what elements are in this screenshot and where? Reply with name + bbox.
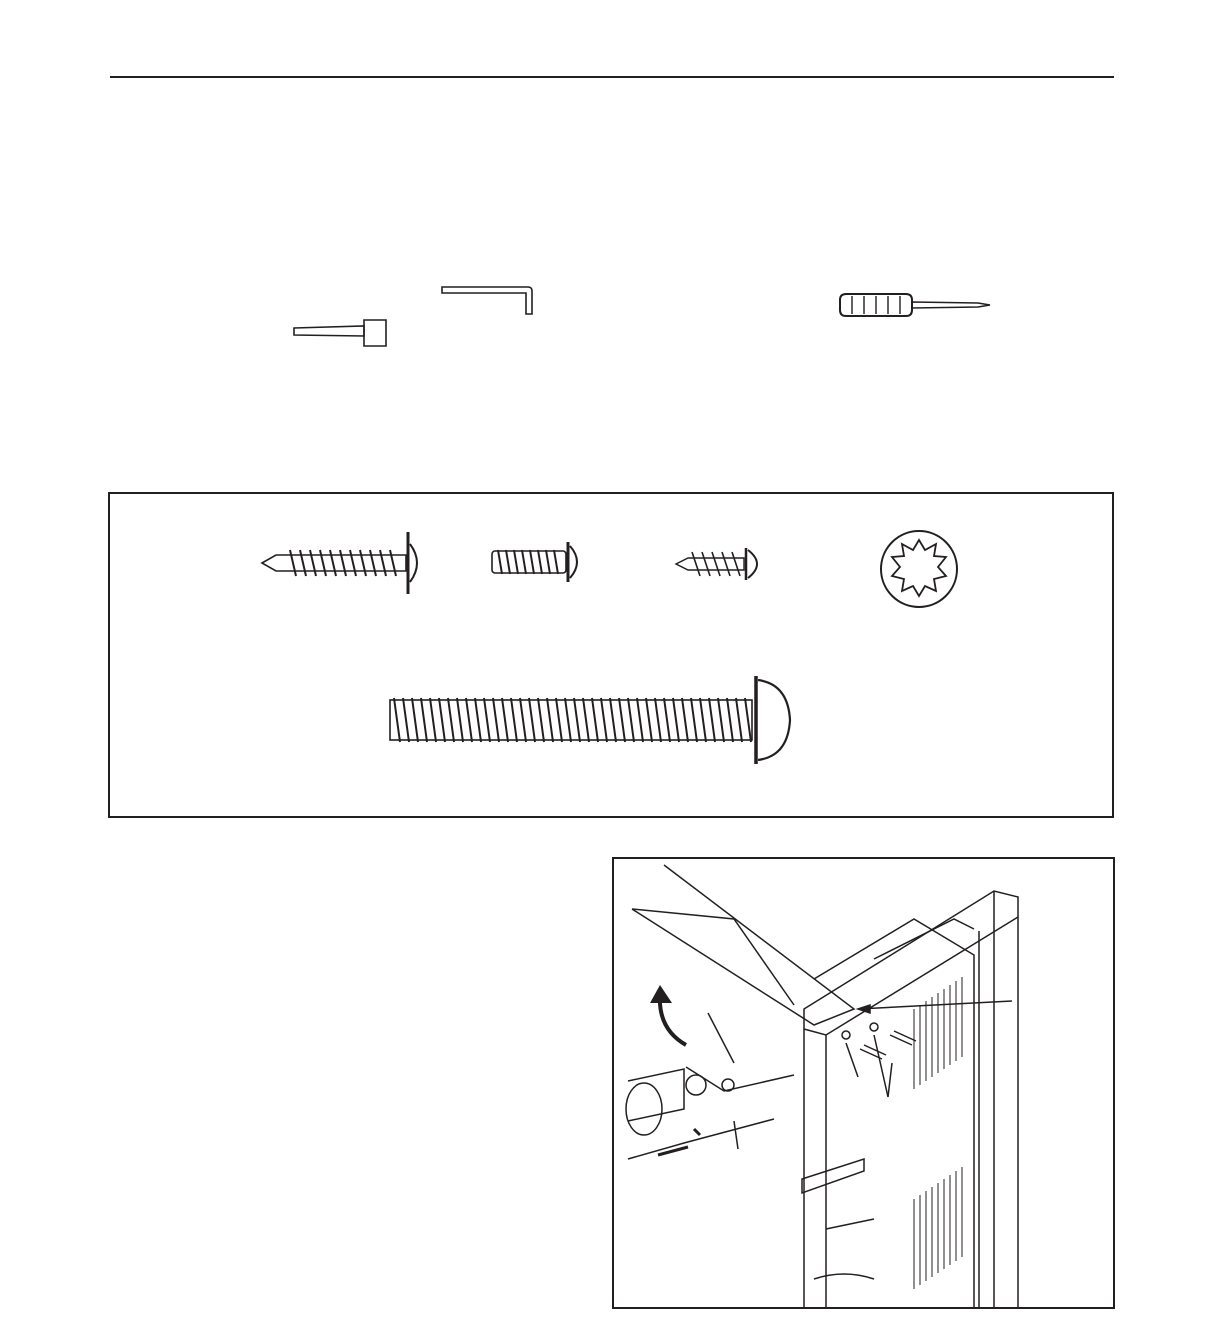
hex-key-icon bbox=[440, 284, 536, 318]
phillips-screwdriver-icon bbox=[838, 292, 998, 318]
short-button-screw-icon bbox=[488, 538, 584, 586]
assembly-drawing bbox=[614, 859, 1113, 1307]
header-rule bbox=[110, 76, 1114, 78]
self-tapping-screw-icon bbox=[260, 530, 430, 596]
hardware-box bbox=[108, 492, 1114, 818]
rubber-mallet-icon bbox=[290, 316, 390, 350]
small-screw-icon bbox=[674, 544, 784, 584]
assembly-figure bbox=[612, 857, 1115, 1309]
star-washer-icon bbox=[876, 526, 962, 612]
long-button-bolt-icon bbox=[386, 670, 794, 770]
